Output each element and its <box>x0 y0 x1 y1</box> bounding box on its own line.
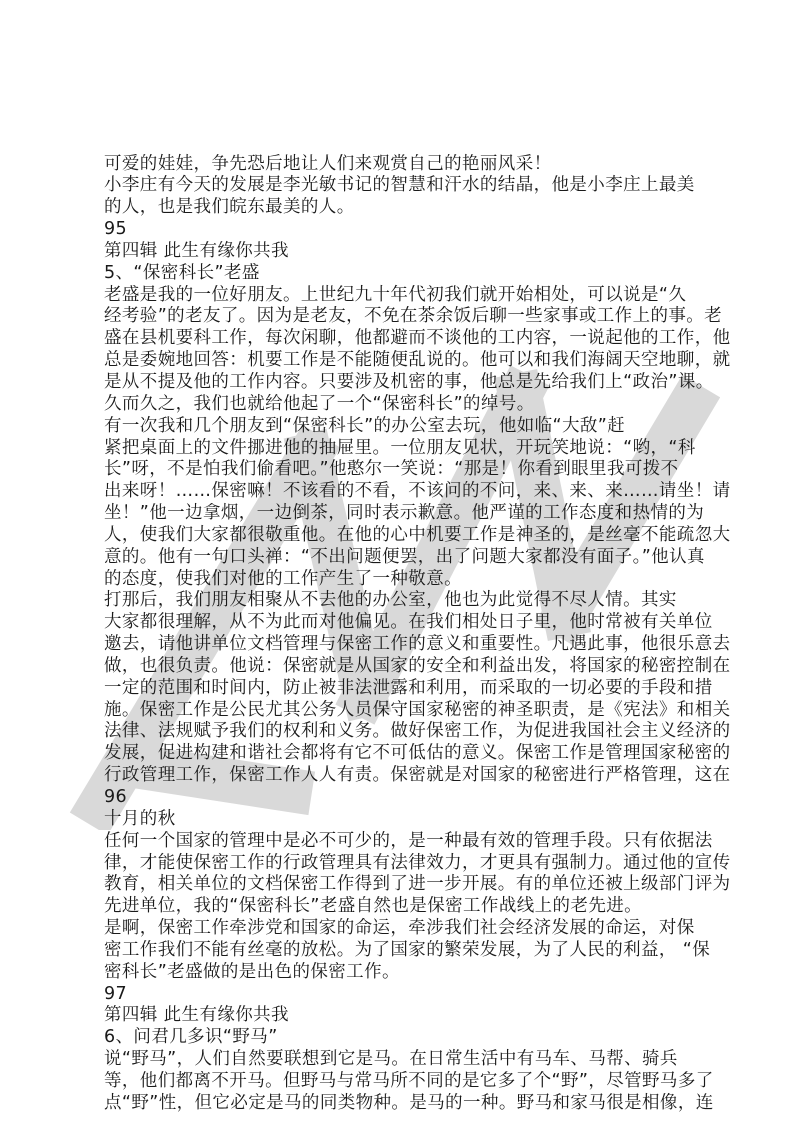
text-line: 经考验”的老友了。因为是老友，不免在茶余饭后聊一些家事或工作上的事。老 <box>104 306 723 327</box>
text-line: 第四辑 此生有缘你共我 <box>104 240 289 261</box>
text-line: 久而久之，我们也就给他起了一个“保密科长”的绰号。 <box>104 393 535 414</box>
text-line: 是从不提及他的工作内容。只要涉及机密的事，他总是先给我们上“政治”课。 <box>104 371 714 392</box>
text-line: 的态度，使我们对他的工作产生了一种敬意。 <box>104 568 462 589</box>
text-line: 5、“保密科长”老盛 <box>104 262 260 283</box>
text-line: 发展，促进构建和谐社会都将有它不可低估的意义。保密工作是管理国家秘密的 <box>104 743 731 764</box>
text-line: 律，才能使保密工作的行政管理具有法律效力，才更具有强制力。通过他的宣传 <box>104 852 731 873</box>
text-line: 教育，相关单位的文档保密工作得到了进一步开展。有的单位还被上级部门评为 <box>104 874 731 895</box>
text-line: 行政管理工作，保密工作人人有责。保密就是对国家的秘密进行严格管理，这在 <box>104 765 731 786</box>
text-line: 小李庄有今天的发展是李光敏书记的智慧和汗水的结晶，他是小李庄上最美 <box>104 175 695 196</box>
text-line: 大家都很理解，从不为此而对他偏见。在我们相处日子里，他时常被有关单位 <box>104 612 713 633</box>
text-line: 十月的秋 <box>104 808 176 829</box>
document-text <box>104 88 731 1115</box>
text-line: 第四辑 此生有缘你共我 <box>104 1005 289 1026</box>
text-line: 紧把桌面上的文件挪进他的抽屉里。一位朋友见状，开玩笑地说：“哟，“科 <box>104 437 696 458</box>
text-line: 施。保密工作是公民尤其公务人员保守国家秘密的神圣职责，是《宪法》和相关 <box>104 699 731 720</box>
text-line: 出来呀！……保密嘛！不该看的不看，不该问的不问，来、来、来……请坐！请 <box>104 481 731 502</box>
text-line: 是啊，保密工作牵涉党和国家的命运，牵涉我们社会经济发展的命运，对保 <box>104 918 695 939</box>
text-line: 坐！”他一边拿烟，一边倒茶，同时表示歉意。他严谨的工作态度和热情的为 <box>104 503 705 524</box>
text-line: 的人，也是我们皖东最美的人。 <box>104 197 355 218</box>
text-line: 点“野”性，但它必定是马的同类物种。是马的一种。野马和家马很是相像，连 <box>104 1092 714 1113</box>
text-line: 任何一个国家的管理中是必不可少的，是一种最有效的管理手段。只有依据法 <box>104 830 713 851</box>
text-line: 97 <box>104 983 128 1004</box>
text-line: 打那后，我们朋友相聚从不去他的办公室，他也为此觉得不尽人情。其实 <box>104 590 677 611</box>
text-line: 盛在县机要科工作，每次闲聊，他都避而不谈他的工内容，一说起他的工作，他 <box>104 328 731 349</box>
text-line: 95 <box>104 219 128 240</box>
text-line: 人，使我们大家都很敬重他。在他的心中机要工作是神圣的，是丝毫不能疏忽大 <box>104 524 731 545</box>
text-line: 有一次我和几个朋友到“保密科长”的办公室去玩，他如临“大敌”赶 <box>104 415 626 436</box>
text-line: 等，他们都离不开马。但野马与常马所不同的是它多了个“野”，尽管野马多了 <box>104 1070 714 1091</box>
text-line: 邀去，请他讲单位文档管理与保密工作的意义和重要性。凡遇此事，他很乐意去 <box>104 634 731 655</box>
text-line: 一定的范围和时间内，防止被非法泄露和利用，而采取的一切必要的手段和措 <box>104 677 713 698</box>
text-line: 密科长”老盛做的是出色的保密工作。 <box>104 961 400 982</box>
text-line: 老盛是我的一位好朋友。上世纪九十年代初我们就开始相处，可以说是“久 <box>104 284 687 305</box>
text-line: 长”呀，不是怕我们偷看吧。”他憨尔一笑说：“那是！你看到眼里我可拨不 <box>104 459 679 480</box>
text-line: 总是委婉地回答：机要工作是不能随便乱说的。他可以和我们海阔天空地聊，就 <box>104 350 731 371</box>
text-line: 可爱的娃娃，争先恐后地让人们来观赏自己的艳丽风采！ <box>104 153 552 174</box>
text-line: 6、问君几多识“野马” <box>104 1027 278 1048</box>
text-line: 意的。他有一句口头禅：“不出问题便罢，出了问题大家都没有面子。”他认真 <box>104 546 705 567</box>
text-line: 做，也很负责。他说：保密就是从国家的安全和利益出发，将国家的秘密控制在 <box>104 655 731 676</box>
text-line: 密工作我们不能有丝毫的放松。为了国家的繁荣发展，为了人民的利益， “保 <box>104 939 711 960</box>
text-line: 先进单位，我的“保密科长”老盛自然也是保密工作战线上的老先进。 <box>104 896 643 917</box>
text-line: 法律、法规赋予我们的权利和义务。做好保密工作，为促进我国社会主义经济的 <box>104 721 731 742</box>
text-line: 96 <box>104 787 128 807</box>
text-line: 说“野马”，人们自然要联想到它是马。在日常生活中有马车、马帮、骑兵 <box>104 1049 678 1070</box>
